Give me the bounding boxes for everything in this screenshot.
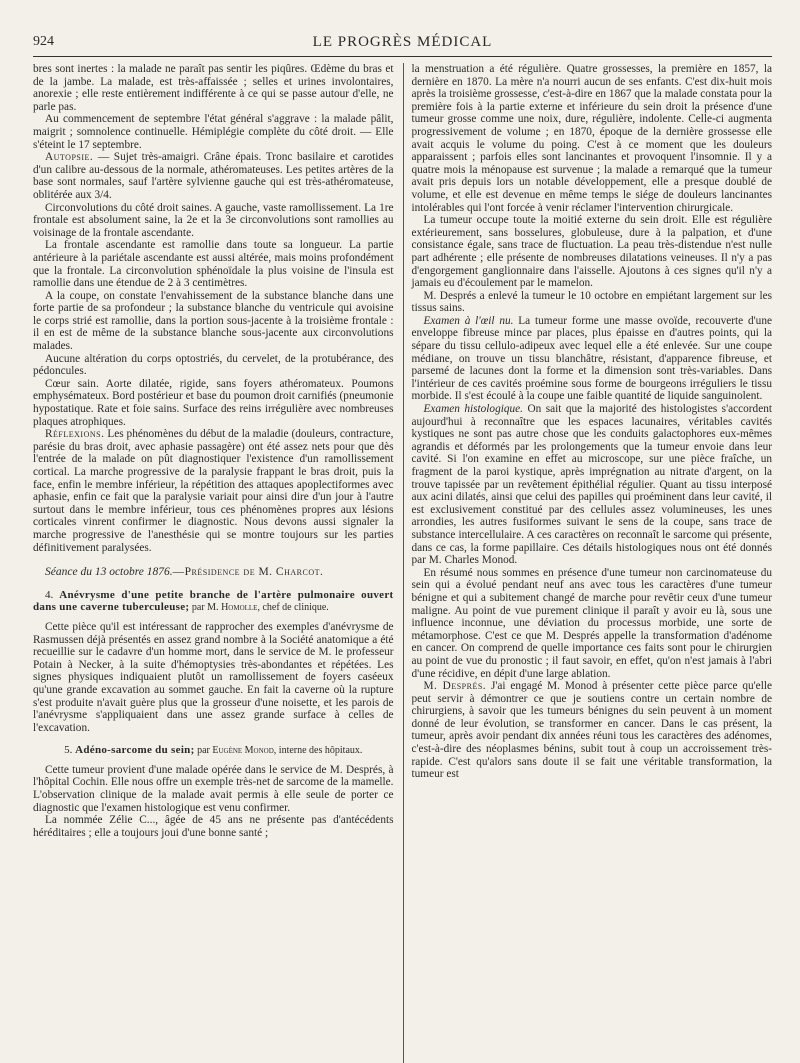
item-author: Homolle (221, 602, 258, 614)
paragraph (412, 315, 773, 403)
communication-heading (33, 744, 394, 758)
paragraph: Cette tumeur provient d'une malade opérée dans le service de M. Després, à l'hôpital Cochin. Elle nous offre un exemple très-net de sarcome de la mamelle. L'observation clinique de la malade avait permis à elle seule de porter ce diagnostic que l'examen histologique est venu confirmer. (33, 763, 394, 814)
paragraph: La frontale ascendante est ramollie dans toute sa longueur. La partie antérieure à la pariétale ascendante est aussi altérée, mais moins profondément que la frontale. La circonvolution sphénoïdale la plus voisine de l'insula est ramollie dans une étendue de 2 à 3 centimètres. (33, 239, 394, 290)
paragraph (412, 403, 773, 567)
item-author-role: , interne des hôpitaux. (273, 745, 363, 757)
item-title: Adéno-sarcome du sein; (75, 744, 195, 757)
column-divider (403, 63, 404, 1063)
section-label: Réflexions. (45, 428, 105, 441)
paragraph: M. Després a enlevé la tumeur le 10 octobre en empiétant largement sur les tissus sains. (411, 289, 772, 315)
item-title: Anévrysme d'une petite branche de l'artère pulmonaire ouvert dans une caverne tuberculeuse; (33, 588, 394, 614)
paragraph: A la coupe, on constate l'envahissement de la substance blanche dans une forte partie de sa profondeur ; la substance blanche du ventricule qui avoisine le corps strié est ramollie, dans la portion sous-jacente à la troisième frontale : il en est de même de la substance blanche sous-jacente aux circonvolutions malades. (33, 289, 394, 353)
item-number: 5. (64, 744, 73, 757)
paragraph-text: La tumeur forme une masse ovoïde, recouverte d'une enveloppe fibreuse mince par places, plus épaisse en d'autres points, qui la sépare du tissu cellulo-adipeux avec lequel elle a été enlevée. Sur une coupe médiane, on trouve un tissu blanchâtre, résistant, d'apparence fibreuse, et parsemé de lacunes dont la forme et la dimension sont très-variables. Dans l'intérieur de ces cavités proémine sous forme de bourgeons irréguliers le tissu morbide. Il s'est écoulé à la coupe une faible quantité de liquide sanguinolent. (411, 314, 772, 403)
paragraph: En résumé nous sommes en présence d'une tumeur non carcinomateuse du sein qui a évolué pendant neuf ans avec tous les caractères d'une tumeur bénigne et qui a subitement changé de marche pour revêtir ceux d'une tumeur maligne. Au point de vue purement clinique il paraît y avoir eu là, sous une influence inconnue, une déviation du processus morbide, une sorte de métamorphose. C'est ce que M. Després appelle la transformation d'adénome en cancer. On comprend de quelle importance ces faits sont pour le chirurgien au point de vue du pronostic ; il faut savoir, en effet, qu'on n'est jamais à l'abri d'une récidive, en dépit d'une large ablation. (411, 566, 772, 680)
text-columns (33, 63, 772, 839)
item-author: Eugène Monod (212, 745, 274, 757)
section-label: Examen à l'œil nu. (423, 314, 514, 327)
paragraph-text: Les phénomènes du début de la maladie (douleurs, contracture, parésie du bras droit, avec aphasie passagère) ont été assez nets pour que dès l'entrée de la malade on pût diagnostiquer l'existence d'un ramollissement cortical. La marche progressive de la paralysie frappant le bras droit, puis la face, enfin le membre inférieur, la répétition des attaques apoplectiformes avec aphasie, enfin ce fait que la paralysie variait pour ainsi dire d'un jour à l'autre surtout dans le membre inférieur, tous ces phénomènes propres aux lésions corticales vinrent confirmer le diagnostic. Nous devons aussi signaler la marche progressive de l'anesthésie qui se montre toujours sur les parties définitivement paralysées. (33, 428, 394, 554)
item-author-role: , chef de clinique. (257, 602, 329, 614)
section-label: Autopsie. (45, 151, 94, 164)
paragraph (412, 680, 773, 781)
paragraph-text: On sait que la majorité des histologistes s'accordent aujourd'hui à reconnaître que les espaces lacunaires, véritables cavités kystiques ne sont pas autre chose que les conduits galactophores eux-mêmes agrandis et déformés par les prolongements que la tumeur envoie dans leur cavité. Si l'on examine en effet au microscope, sur une pièce fraîche, un fragment de la paroi kystique, après imprégnation au nitrate d'argent, on la trouve tapissée par un revêtement épithélial régulier. Quant au tissu interposé aux acini dilatés, ainsi que celui des papilles qui proéminent dans leur cavité, il est exclusivement constitué par des cellules assez volumineuses, les unes arrondies, les autres fusiformes suivant le sens de la coupe, sans trace de substance intercellulaire. A ces caractères on reconnaît le sarcome qui présente, dans ce cas, la forme papillaire. Ces détails histologiques nous ont été donnés par M. Charles Monod. (411, 403, 773, 567)
paragraph (33, 428, 394, 554)
left-column (33, 63, 394, 839)
item-number: 4. (45, 588, 54, 601)
paragraph-text: J'ai engagé M. Monod à présenter cette pièce parce qu'elle peut servir à démontrer ce que je soutiens contre un certain nombre de chirurgiens, à savoir que les tumeurs bénignes du sein peuvent à un moment donné de leur évolution, se transformer en cancer. Dans le cas présent, la tumeur, après avoir pendant dix années réuni tous les caractères des adénomes, c'est-à-dire des néoplasmes bénins, subit tout à coup un accroissement très-rapide. C'est qu'alors sans doute il se fait une véritable transformation, la tumeur est (411, 680, 772, 781)
paragraph: La tumeur occupe toute la moitié externe du sein droit. Elle est régulière extérieurement, sans bosselures, globuleuse, dure à la palpation, et d'une consistance égale, sans trace de fluctuation. La peau très-distendue n'est nulle part adhérente ; elle présente de nombreuses dilatations veineuses. Il n'y a pas d'engorgement ganglionnaire dans l'aisselle. Ajoutons à ces signes qu'il n'y a jamais eu d'écoulement par le mamelon. (411, 214, 772, 290)
section-label: M. Després. (423, 680, 487, 693)
item-author-prefix: par (194, 745, 213, 757)
section-label: Examen histologique. (423, 403, 524, 416)
paragraph: la menstruation a été régulière. Quatre grossesses, la première en 1857, la dernière en 1870. La mère n'a nourri aucun de ses enfants. C'est dix-huit mois après la troisième grossesse, c'est-à-dire en 1867 que la malade constata pour la première fois à la partie externe et inférieure du sein droit la présence d'une tumeur grosse comme une noix, dure, régulière, indolente. Celle-ci augmenta progressivement de volume ; en 1870, époque de la dernière grossesse elle avait acquis le volume du poing. C'est à ce moment que les douleurs apparaissent ; parfois elles sont lancinantes et provoquent l'insomnie. Il y a quatre mois la ménopause est survenue ; la malade a remarqué que la tumeur avait pris depuis lors un notable développement, elle a presque doublé de volume, et elle est devenue en même temps le siége de douleurs lancinantes intolérables qui l'ont forcée à venir réclamer l'intervention chirurgicale. (411, 63, 772, 214)
session-date: Séance du 13 octobre 1876. (45, 566, 173, 579)
session-heading (33, 566, 394, 579)
page-number: 924 (33, 34, 54, 49)
paragraph: Cette pièce qu'il est intéressant de rapprocher des exemples d'anévrysme de Rasmussen déjà présentés en assez grand nombre à la Société anatomique a été recueillie sur le cadavre d'un homme mort, dans le service de M. le professeur Potain à Necker, à la suite d'hémoptysies très-abondantes et répétées. Les signes physiques indiquaient plutôt un ramollissement de foyers caséeux qu'une grande excavation au sommet gauche. En fait la caverne où la rupture s'est produite n'avait guère plus que la grosseur d'une noisette, et les parois de l'anévrysme s'appliquaient dans une assez grande surface à celles de l'excavation. (33, 620, 394, 734)
paragraph: Aucune altération du corps optostriés, du cervelet, de la protubérance, des pédoncules. (33, 352, 394, 378)
paragraph: Au commencement de septembre l'état général s'aggrave : la malade pâlit, maigrit ; somnolence continuelle. Hémiplégie complète du côté droit. — Elle s'éteint le 17 septembre. (33, 113, 394, 151)
communication-heading (33, 589, 394, 615)
paragraph: Cœur sain. Aorte dilatée, rigide, sans foyers athéromateux. Poumons emphysémateux. Bord postérieur et base du poumon droit carnifiés (pneumonie hypostatique. Rate et foie sains. Surface des reins irrégulière avec nombreuses plaques atrophiques. (33, 377, 394, 428)
paragraph (33, 151, 394, 201)
paragraph-text: — Sujet très-amaigri. Crâne épais. Tronc basilaire et carotides d'un calibre au-dessous de la normale, athéromateuses. Les petites artères de la base sont normales, sauf l'artère sylvienne gauche qui est très-athéromateuse, oblitérée aux 3/4. (33, 151, 394, 201)
paragraph: La nommée Zélie C..., âgée de 45 ans ne présente pas d'antécédents héréditaires ; elle a toujours joui d'une bonne santé ; (33, 814, 394, 839)
paragraph: Circonvolutions du côté droit saines. A gauche, vaste ramollissement. La 1re frontale est absolument saine, la 2e et la 3e circonvolutions sont ramollies au voisinage de la frontale ascendante. (33, 201, 394, 239)
paragraph: bres sont inertes : la malade ne paraît pas sentir les piqûres. Œdème du bras et de la jambe. La malade, est très-affaissée ; selles et urines involontaires, anorexie ; elle reste entièrement indifférente à ce qui se passe autour d'elle, ne parle pas. (33, 63, 394, 113)
item-author-prefix: par M. (189, 602, 222, 614)
right-column (412, 63, 773, 839)
session-presidency: —Présidence de M. Charcot. (172, 566, 324, 579)
page-header (33, 30, 772, 57)
running-title: LE PROGRÈS MÉDICAL (312, 34, 493, 50)
